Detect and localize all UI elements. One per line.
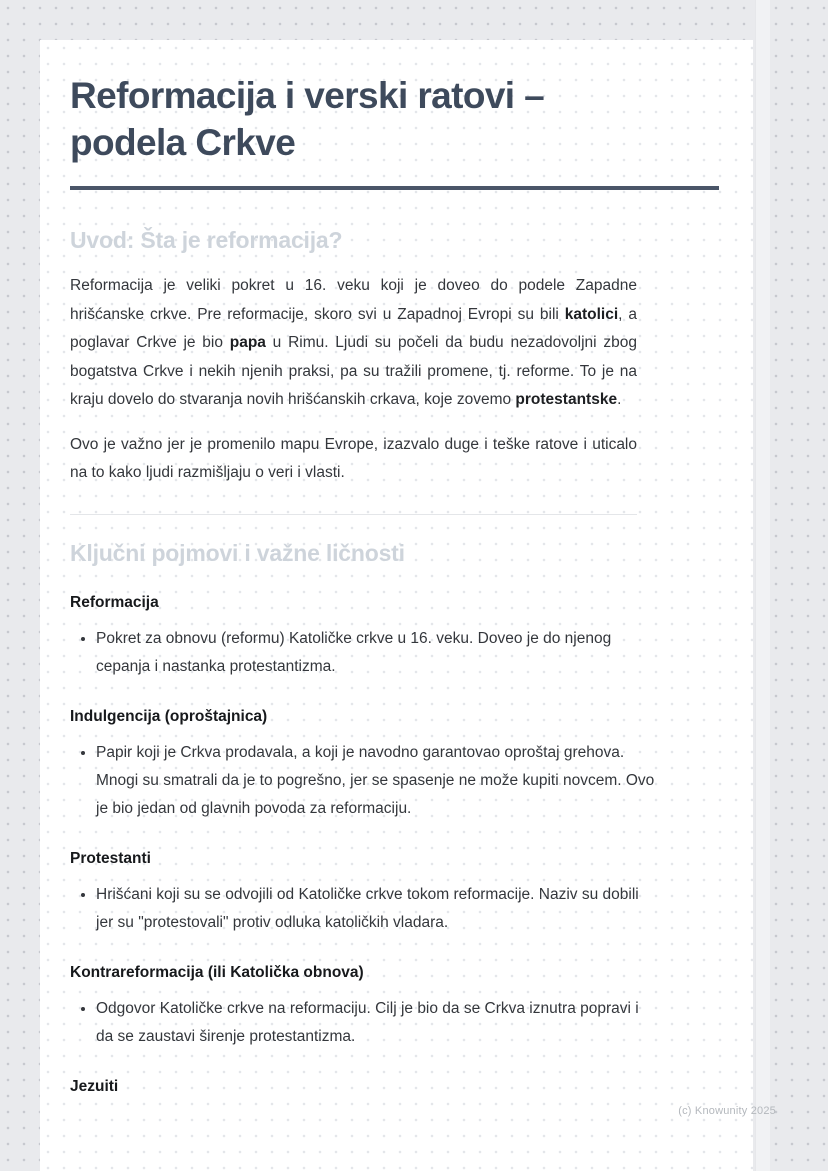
- term-heading-kontrareformacija: Kontrareformacija (ili Katolička obnova): [70, 963, 364, 981]
- intro-p1-text-1: Reformacija je veliki pokret u 16. veku koji je doveo do podele Zapadne hrišćanske crkve. Pre reformacije, skoro svi u Zapadnoj Evropi su bili: [70, 277, 637, 323]
- term-bullets-protestanti: [70, 881, 655, 937]
- intro-p1-text-3: u Rimu. Ljudi su počeli da budu nezadovoljni zbog bogatstva Crkve i nekih njenih praksi, pa su tražili promene, tj. reforme. To je na kraju dovelo do stvaranja novih hrišćanskih crkava, koje zovemo: [70, 334, 637, 408]
- term-heading-jezuiti: Jezuiti: [70, 1077, 119, 1095]
- section-heading-glossary: Ključni pojmovi i važne ličnosti: [70, 539, 405, 566]
- title-underline-rule: [70, 186, 719, 190]
- term-bullets-reformacija: [70, 625, 655, 681]
- document-title-line-1: Reformacija i verski ratovi –: [70, 75, 545, 116]
- footer-credit: (c) Knowunity 2025: [678, 1105, 776, 1117]
- intro-paragraph-1: [70, 272, 637, 415]
- term-heading-protestanti: Protestanti: [70, 849, 151, 867]
- bullet-item: • Pokret za obnovu (reformu) Katoličke crkve u 16. veku. Doveo je do njenog cepanja i nastanka protestantizma.: [96, 625, 655, 681]
- bullet-item: • Odgovor Katoličke crkve na reformaciju. Cilj je bio da se Crkva iznutra popravi i da se zaustavi širenje protestantizma.: [96, 995, 655, 1051]
- section-divider: [70, 514, 637, 515]
- intro-p1-text-2: , a poglavar Crkve je bio: [70, 305, 637, 351]
- document-content: [40, 40, 753, 1099]
- scrollbar-track[interactable]: [755, 0, 770, 1171]
- bold-term-protestantske: protestantske: [515, 391, 618, 408]
- intro-paragraph-2: Ovo je važno jer je promenilo mapu Evrope, izazvalo duge i teške ratove i uticalo na to kako ljudi razmišljaju o veri i vlasti.: [70, 435, 637, 481]
- bullet-item: • Hrišćani koji su se odvojili od Katoličke crkve tokom reformacije. Naziv su dobili jer su "protestovali" protiv odluka katoličkih vladara.: [96, 881, 655, 937]
- term-bullets-indulgencija: [70, 739, 655, 823]
- bold-term-katolici: katolici: [564, 305, 619, 323]
- bold-term-papa: papa: [229, 334, 266, 351]
- term-bullets-kontrareformacija: [70, 995, 655, 1051]
- document-page: [40, 40, 753, 1171]
- term-heading-indulgencija: Indulgencija (oproštajnica): [70, 707, 268, 725]
- document-title: [70, 72, 719, 166]
- intro-p1-text-4: .: [617, 391, 622, 408]
- section-heading-intro: Uvod: Šta je reformacija?: [70, 227, 343, 253]
- bullet-item: • Papir koji je Crkva prodavala, a koji je navodno garantovao oproštaj grehova. Mnogi su smatrali da je to pogrešno, jer se spasenje ne može kupiti novcem. Ovo je bio jedan od glavnih povoda za reformaciju.: [96, 739, 655, 823]
- term-heading-reformacija: Reformacija: [70, 593, 159, 611]
- document-title-line-2: podela Crkve: [70, 122, 296, 163]
